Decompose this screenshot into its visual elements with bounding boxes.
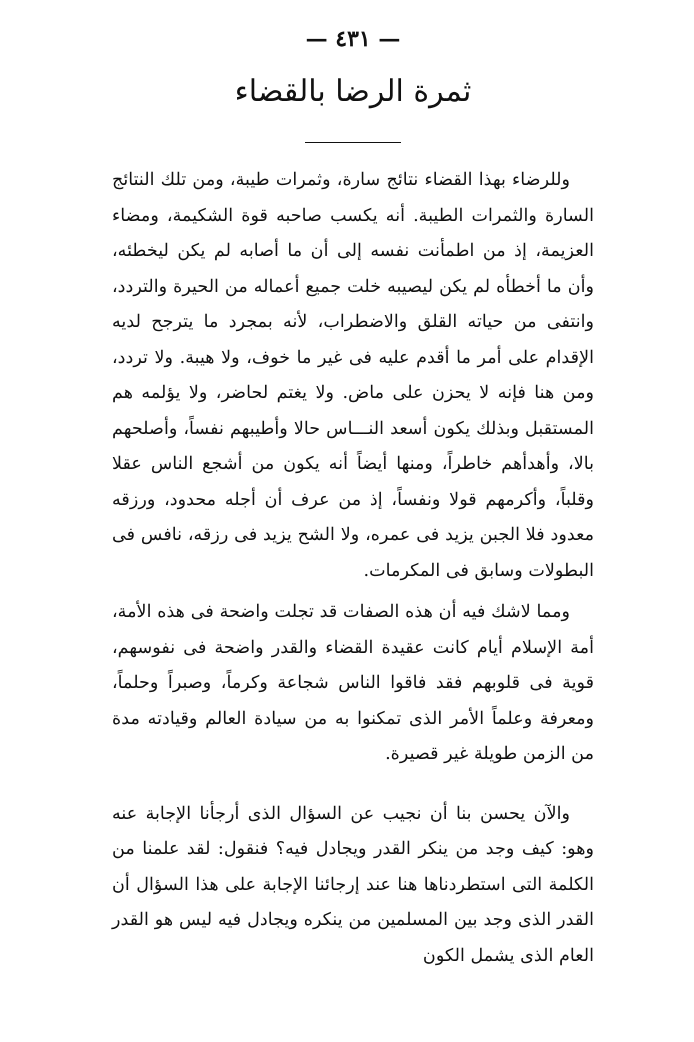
page-number: — ٤٣١ — [305,26,401,52]
paragraph-2: ومما لاشك فيه أن هذه الصفات قد تجلت واضحة فى هذه الأمة، أمة الإسلام أيام كانت عقيدة القضاء والقدر واضحة فى نفوسهم، قوية فى قلوبهم فقد فاقوا الناس شجاعة وكرماً، وصبراً وحلماً، ومعرفة وعلماً الأمر الذى تمكنوا به من سيادة العالم وقيادته مدة من الزمن طويلة غير قصيرة. [112,602,594,764]
paragraph-3: والآن يحسن بنا أن نجيب عن السؤال الذى أرجأنا الإجابة عنه وهو: كيف وجد من ينكر القدر ويجادل فيه؟ فنقول: لقد علمنا من الكلمة التى استطردناها هنا عند إرجائنا الإجابة على هذا السؤال أن القدر الذى وجد بين المسلمين من ينكره ويجادل فيه ليس هو القدر العام الذى يشمل الكون [112,803,594,966]
paragraph-1: وللرضاء بهذا القضاء نتائج سارة، وثمرات طيبة، ومن تلك النتائج السارة والثمرات الطيبة. أنه يكسب صاحبه قوة الشكيمة، ومضاء العزيمة، إذ من اطمأنت نفسه إلى أن ما أصابه لم يكن ليخطئه، وأن ما أخطأه لم يكن ليصيبه خلت جميع أعماله من الحيرة والتردد، وانتفى من حياته القلق والاضطراب، لأنه بمجرد ما يترجح لديه الإقدام على أمر ما أقدم عليه فى غير ما خوف، ولا هيبة. ولا تردد، ومن هنا فإنه لا يحزن على ماض. ولا يغتم لحاضر، ولا يؤلمه هم المستقبل وبذلك يكون أسعد النـــاس حالا وأطيبهم نفساً، وأصلحهم بالا، وأهدأهم خاطراً، ومنها أيضاً أنه يكون من أشجع الناس عقلا وقلباً، وأكرمهم قولا ونفساً، إذ من عرف أن أجله محدود، ورزقه معدود فلا الجبن يزيد فى عمره، ولا الشح يزيد فى رزقه، نافس فى البطولات وسابق فى المكرمات. [112,170,594,581]
chapter-title: ثمرة الرضا بالقضاء [234,74,472,109]
title-divider [305,142,401,143]
